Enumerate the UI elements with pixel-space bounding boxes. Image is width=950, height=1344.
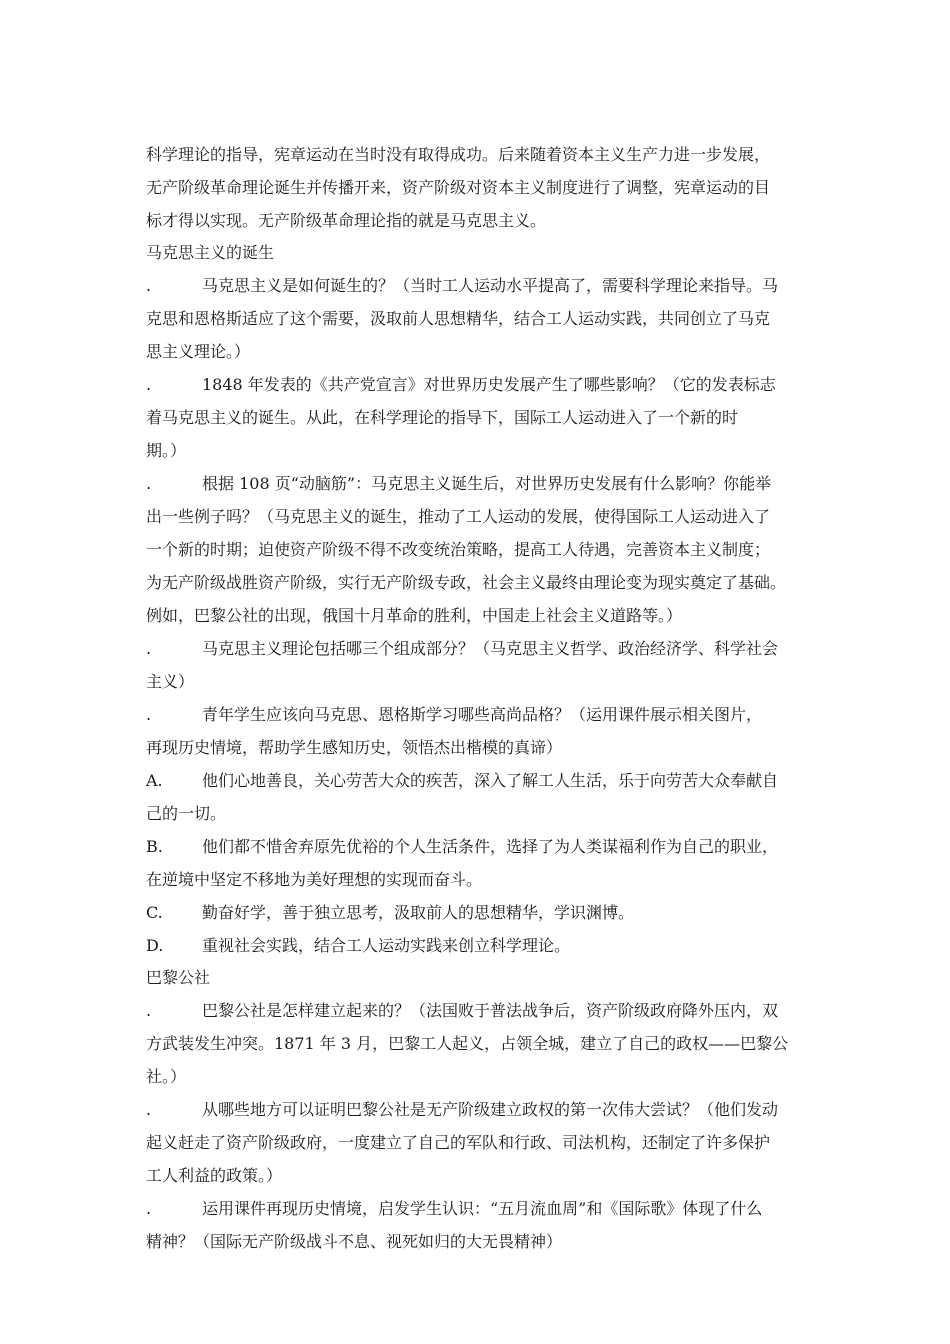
question-text: 从哪些地方可以证明巴黎公社是无产阶级建立政权的第一次伟大尝试？（他们发动 [202,1100,779,1119]
question-line: 方武装发生冲突。1871 年 3 月，巴黎工人起义，占领全城，建立了自己的政权——巴黎公 [146,1034,789,1053]
question-line: 工人利益的政策。） [146,1166,283,1185]
intro-line: 无产阶级革命理论诞生并传播开来，资产阶级对资本主义制度进行了调整，宪章运动的目 [146,178,771,197]
question-line: 出一些例子吗？（马克思主义的诞生，推动了工人运动的发展，使得国际工人运动进入了 [146,507,771,526]
question-line [146,467,806,500]
option-text: 他们都不惜舍弃原先优裕的个人生活条件，选择了为人类谋福利作为自己的职业， [202,837,779,856]
option-line: 己的一切。 [146,804,227,823]
option-marker: B. [146,837,163,856]
question-line: 思主义理论。） [146,342,251,361]
option-line [146,896,806,929]
question-line [146,1192,806,1225]
question-line [146,698,806,731]
option-line [146,929,806,962]
option-line: 在逆境中坚定不移地为美好理想的实现而奋斗。 [146,870,483,889]
list-marker: . [146,1100,152,1119]
list-marker: . [146,375,152,394]
question-line: 再现历史情境，帮助学生感知历史，领悟杰出楷模的真谛） [146,738,563,757]
list-marker: . [146,705,152,724]
question-line [146,1093,806,1126]
option-line [146,830,806,863]
question-line [146,269,806,302]
section-heading-paris-commune: 巴黎公社 [146,968,211,987]
question-line: 起义赶走了资产阶级政府，一度建立了自己的军队和行政、司法机构，还制定了许多保护 [146,1133,771,1152]
question-text: 马克思主义理论包括哪三个组成部分？（马克思主义哲学、政治经济学、科学社会 [202,639,779,658]
list-marker: . [146,1001,152,1020]
question-line [146,994,806,1027]
intro-line: 标才得以实现。无产阶级革命理论指的就是马克思主义。 [146,211,547,230]
intro-line: 科学理论的指导，宪章运动在当时没有取得成功。后来随着资本主义生产力进一步发展， [146,145,771,164]
question-text: 青年学生应该向马克思、恩格斯学习哪些高尚品格？（运用课件展示相关图片， [202,705,763,724]
option-marker: A. [146,771,163,790]
question-line: 精神？（国际无产阶级战斗不息、视死如归的大无畏精神） [146,1232,563,1251]
option-line [146,764,806,797]
question-line: 主义） [146,672,195,691]
question-line: 一个新的时期；迫使资产阶级不得不改变统治策略，提高工人待遇，完善资本主义制度； [146,540,771,559]
option-marker: C. [146,903,163,922]
question-line: 例如，巴黎公社的出现，俄国十月革命的胜利，中国走上社会主义道路等。） [146,606,683,625]
section-heading-marxism: 马克思主义的诞生 [146,243,275,262]
list-marker: . [146,276,152,295]
list-marker: . [146,474,152,493]
option-text: 勤奋好学，善于独立思考，汲取前人的思想精华，学识渊博。 [202,903,635,922]
question-line: 社。） [146,1067,187,1086]
question-line: 着马克思主义的诞生。从此，在科学理论的指导下，国际工人运动进入了一个新的时 [146,408,739,427]
list-marker: . [146,639,152,658]
question-text: 1848 年发表的《共产党宣言》对世界历史发展产生了哪些影响？（它的发表标志 [202,375,776,394]
list-marker: . [146,1199,152,1218]
question-line: 为无产阶级战胜资产阶级，实行无产阶级专政，社会主义最终由理论变为现实奠定了基础。 [146,573,787,592]
question-text: 根据 108 页“动脑筋”：马克思主义诞生后，对世界历史发展有什么影响？你能举 [202,474,772,493]
option-marker: D. [146,936,164,955]
option-text: 他们心地善良，关心劳苦大众的疾苦，深入了解工人生活，乐于向劳苦大众奉献自 [202,771,779,790]
question-text: 巴黎公社是怎样建立起来的？（法国败于普法战争后，资产阶级政府降外压内，双 [202,1001,779,1020]
question-line: 克思和恩格斯适应了这个需要，汲取前人思想精华，结合工人运动实践，共同创立了马克 [146,309,771,328]
question-line [146,368,806,401]
question-line [146,632,806,665]
question-text: 运用课件再现历史情境，启发学生认识：“五月流血周”和《国际歌》体现了什么 [202,1199,763,1218]
document-body [146,138,806,1258]
question-text: 马克思主义是如何诞生的？（当时工人运动水平提高了，需要科学理论来指导。马 [202,276,779,295]
option-text: 重视社会实践，结合工人运动实践来创立科学理论。 [202,936,571,955]
question-line: 期。） [146,441,187,460]
